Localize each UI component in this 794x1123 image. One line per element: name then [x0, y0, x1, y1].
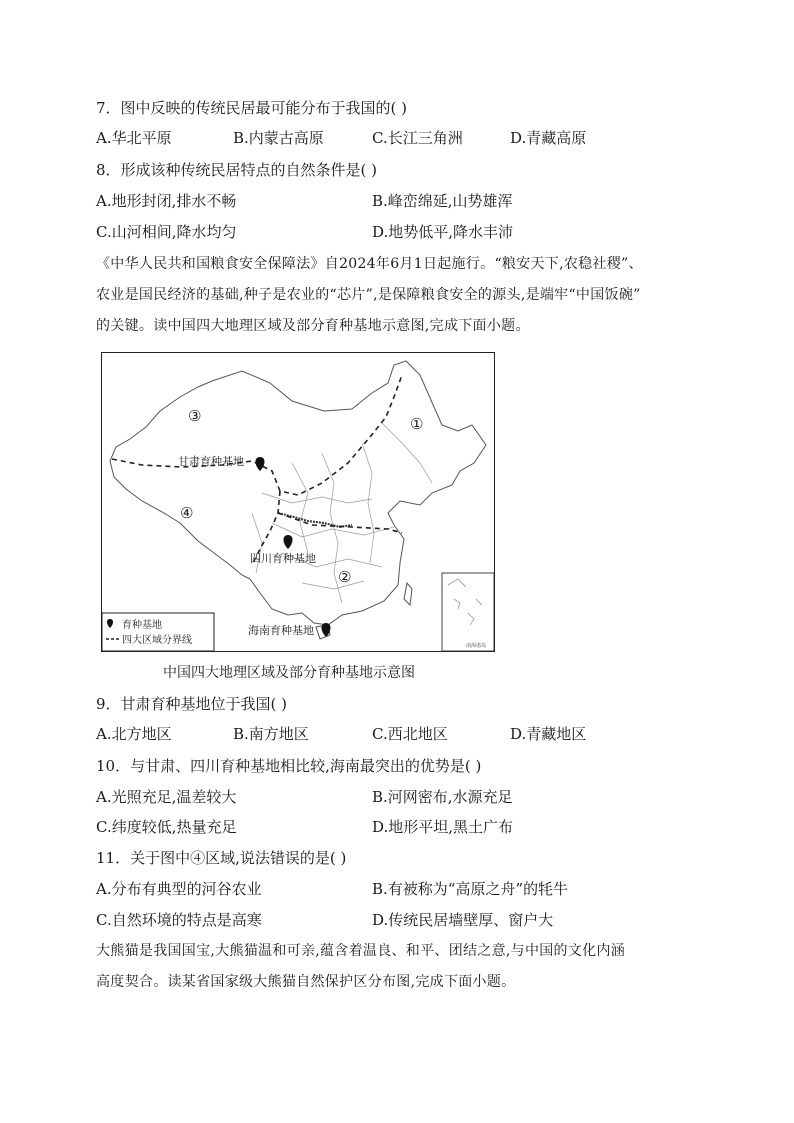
china-outline	[110, 361, 486, 625]
option-c[interactable]: C.西北地区	[372, 725, 448, 743]
option-d[interactable]: D.地势低平,降水丰沛	[372, 223, 514, 241]
option-d[interactable]: D.传统民居墙壁厚、窗户大	[372, 911, 554, 929]
question-9-stem: 9．甘肃育种基地位于我国( )	[96, 695, 288, 713]
inset-label: 南海诸岛	[466, 643, 487, 649]
option-a[interactable]: A.地形封闭,排水不畅	[96, 192, 237, 210]
region-label-3: ③	[188, 407, 202, 425]
legend-boundary-label: 四大区域分界线	[122, 635, 192, 646]
passage-1-line-3: 的关键。读中国四大地理区域及部分育种基地示意图,完成下面小题。	[96, 318, 530, 334]
option-c[interactable]: C.自然环境的特点是高寒	[96, 911, 262, 929]
option-a[interactable]: A.分布有典型的河谷农业	[96, 880, 262, 898]
option-c[interactable]: C.纬度较低,热量充足	[96, 818, 237, 836]
taiwan-outline	[404, 583, 412, 605]
passage-1-line-2: 农业是国民经济的基础,种子是农业的“芯片”,是保障粮食安全的源头,是端牢“中国饭碗”	[96, 287, 641, 303]
passage-2-line-2: 高度契合。读某省国家级大熊猫自然保护区分布图,完成下面小题。	[96, 974, 516, 990]
map-caption: 中国四大地理区域及部分育种基地示意图	[163, 665, 415, 681]
region-label-1: ①	[410, 415, 424, 433]
region-label-2: ②	[338, 568, 352, 586]
map-svg	[102, 353, 494, 651]
option-a[interactable]: A.北方地区	[96, 725, 172, 743]
question-10-stem: 10．与甘肃、四川育种基地相比较,海南最突出的优势是( )	[96, 757, 482, 775]
question-11-stem: 11．关于图中④区域,说法错误的是( )	[96, 849, 347, 867]
passage-2-line-1: 大熊猫是我国国宝,大熊猫温和可亲,蕴含着温良、和平、团结之意,与中国的文化内涵	[96, 943, 626, 959]
hainan-base-label: 海南育种基地	[248, 624, 314, 637]
option-a[interactable]: A.华北平原	[96, 129, 172, 147]
south-sea-inset	[442, 573, 494, 651]
option-b[interactable]: B.内蒙古高原	[233, 129, 324, 147]
option-c[interactable]: C.长江三角洲	[372, 129, 463, 147]
gansu-base-label: 甘肃育种基地	[178, 455, 244, 468]
sichuan-base-label: 四川育种基地	[250, 552, 316, 565]
question-7-stem: 7．图中反映的传统民居最可能分布于我国的( )	[96, 99, 408, 117]
option-a[interactable]: A.光照充足,温差较大	[96, 788, 237, 806]
legend-base-label: 育种基地	[122, 620, 162, 631]
option-b[interactable]: B.峰峦绵延,山势雄浑	[372, 192, 513, 210]
question-8-stem: 8．形成该种传统民居特点的自然条件是( )	[96, 161, 378, 179]
option-b[interactable]: B.河网密布,水源充足	[372, 788, 513, 806]
region-label-4: ④	[180, 504, 194, 522]
option-b[interactable]: B.有被称为“高原之舟”的牦牛	[372, 880, 569, 898]
option-d[interactable]: D.地形平坦,黑土广布	[372, 818, 514, 836]
china-regions-map	[101, 352, 495, 652]
option-c[interactable]: C.山河相间,降水均匀	[96, 223, 237, 241]
option-d[interactable]: D.青藏高原	[510, 129, 587, 147]
option-b[interactable]: B.南方地区	[233, 725, 309, 743]
option-d[interactable]: D.青藏地区	[510, 725, 587, 743]
passage-1-line-1: 《中华人民共和国粮食安全保障法》自2024年6月1日起施行。“粮安天下,农稳社稷”、	[96, 256, 643, 272]
